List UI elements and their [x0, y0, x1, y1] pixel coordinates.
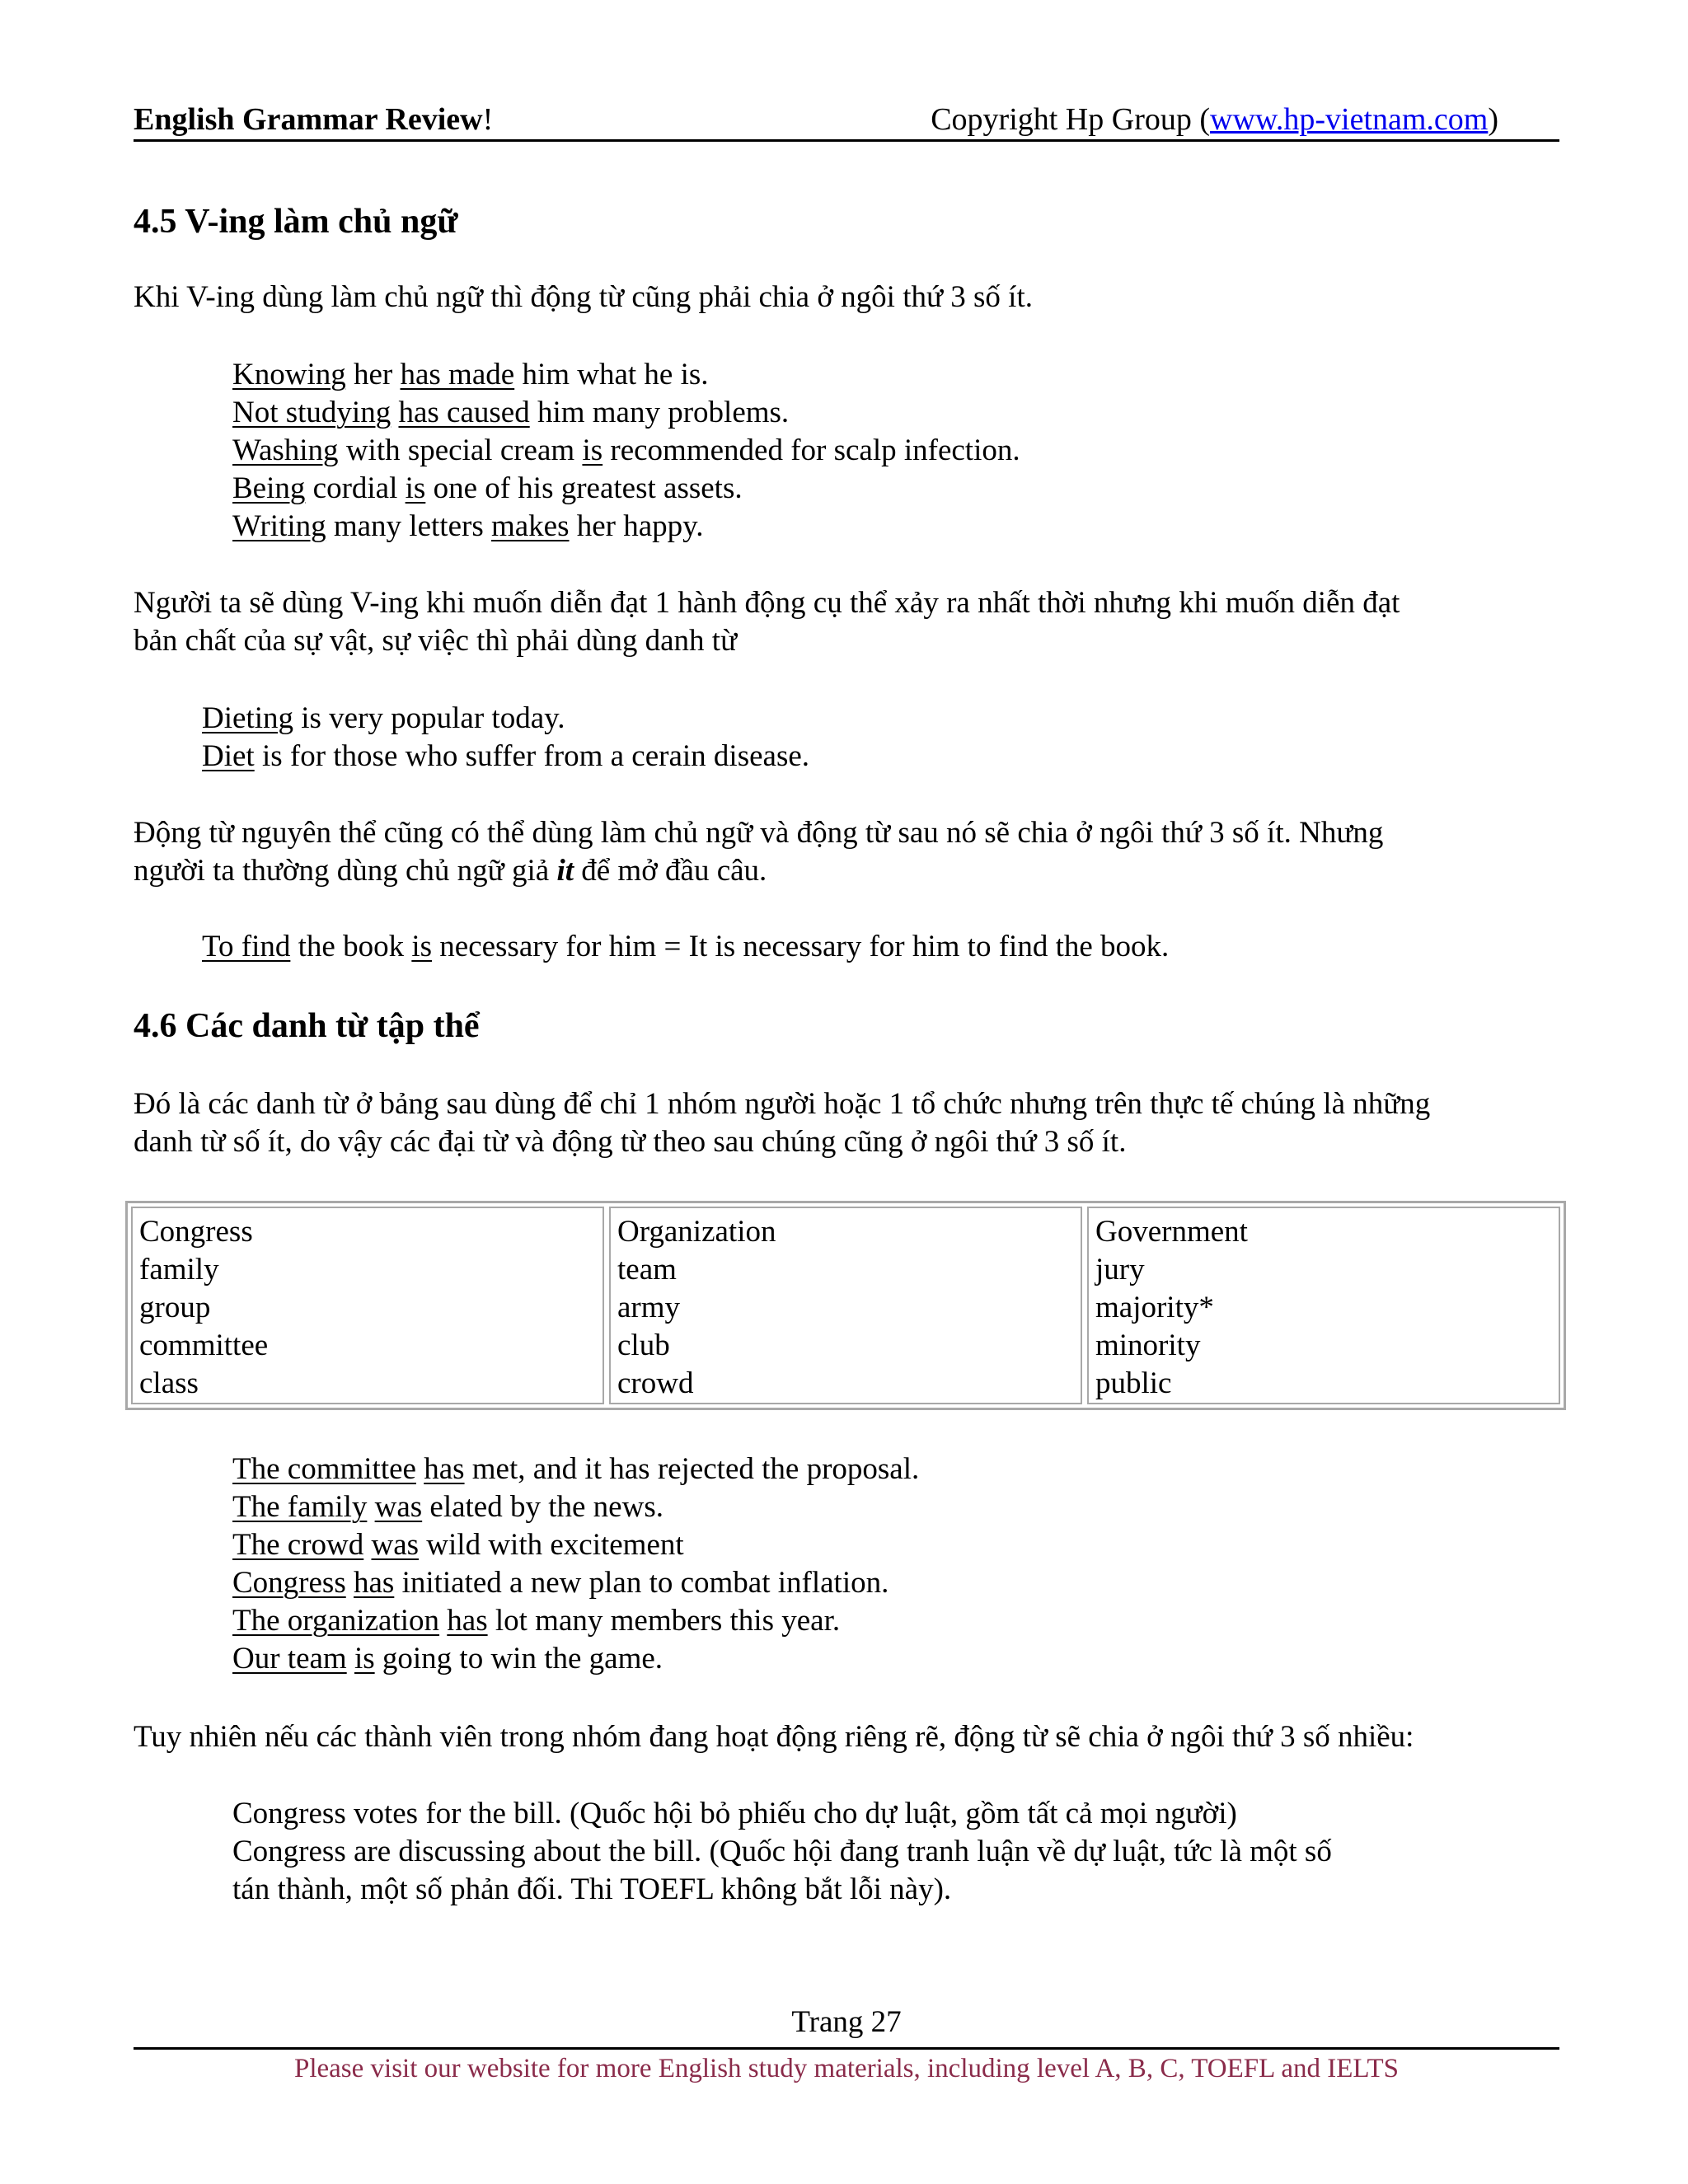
paragraph: Người ta sẽ dùng V-ing khi muốn diễn đạt 1 hành động cụ thể xảy ra nhất thời nhưng khi muốn diễn đạt bản chất của sự vật, sự việc thì phải dùng danh từ: [134, 586, 1400, 658]
example-list: [232, 356, 1020, 546]
example-line: To find the book is necessary for him = It is necessary for him to find the book.: [202, 930, 1170, 963]
table-column: Organization team army club crowd: [609, 1207, 1082, 1404]
header-copyright: Copyright Hp Group (www.hp-vietnam.com): [931, 102, 1498, 137]
section-heading-4-6: 4.6 Các danh từ tập thể: [134, 1007, 480, 1045]
example-line: Knowing her has made him what he is.: [232, 358, 709, 391]
page-header: [134, 97, 1559, 142]
example-line: Being cordial is one of his greatest assets.: [232, 471, 743, 505]
footer-note: Please visit our website for more English study materials, including level A, B, C, TOEFL and IELTS: [293, 2054, 1399, 2083]
paragraph: Đó là các danh từ ở bảng sau dùng để chỉ 1 nhóm người hoặc 1 tổ chức nhưng trên thực tế chúng là những danh từ số ít, do vậy các đại từ và động từ theo sau chúng cũng ở ngôi thứ 3 số ít.: [134, 1087, 1431, 1159]
example-line: The family was elated by the news.: [232, 1490, 663, 1524]
collective-nouns-table: [125, 1201, 1566, 1410]
table-column: Congress family group committee class: [131, 1207, 604, 1404]
section-heading-4-5: 4.5 V-ing làm chủ ngữ: [134, 203, 458, 241]
example-list: [232, 1795, 1332, 1909]
example-line: Congress are discussing about the bill. (Quốc hội đang tranh luận về dự luật, tức là một số: [232, 1835, 1332, 1868]
example-line: Congress votes for the bill. (Quốc hội bỏ phiếu cho dự luật, gồm tất cả mọi người): [232, 1797, 1237, 1830]
example-line: The committee has met, and it has rejected the proposal.: [232, 1452, 920, 1486]
example-line: Not studying has caused him many problems.: [232, 396, 790, 429]
paragraph: Tuy nhiên nếu các thành viên trong nhóm đang hoạt động riêng rẽ, động từ sẽ chia ở ngôi thứ 3 số nhiều:: [134, 1720, 1414, 1754]
example-line: Our team is going to win the game.: [232, 1642, 663, 1675]
example-line: Congress has initiated a new plan to combat inflation.: [232, 1566, 889, 1600]
paragraph: Động từ nguyên thể cũng có thể dùng làm chủ ngữ và động từ sau nó sẽ chia ở ngôi thứ 3 số ít. Nhưng người ta thường dùng chủ ngữ giả it để mở đầu câu.: [134, 816, 1384, 888]
example-line: tán thành, một số phản đối. Thi TOEFL không bắt lỗi này).: [232, 1872, 952, 1906]
footer-divider: [134, 2047, 1559, 2050]
example-line: Dieting is very popular today.: [202, 701, 565, 735]
example-line: Washing with special cream is recommended for scalp infection.: [232, 434, 1020, 467]
example-list: [202, 700, 809, 776]
paragraph: Khi V-ing dùng làm chủ ngữ thì động từ cũng phải chia ở ngôi thứ 3 số ít.: [134, 280, 1033, 314]
website-link[interactable]: www.hp-vietnam.com: [1210, 102, 1489, 137]
example-line: Diet is for those who suffer from a cerain disease.: [202, 739, 810, 773]
table-column: Government jury majority* minority public: [1087, 1207, 1560, 1404]
example-line: The crowd was wild with excitement: [232, 1528, 684, 1562]
example-line: Writing many letters makes her happy.: [232, 509, 704, 543]
page-number: Trang 27: [791, 2005, 902, 2039]
example-list: [232, 1451, 919, 1678]
example-line: The organization has lot many members this year.: [232, 1604, 841, 1638]
header-title: English Grammar Review!: [134, 102, 494, 137]
